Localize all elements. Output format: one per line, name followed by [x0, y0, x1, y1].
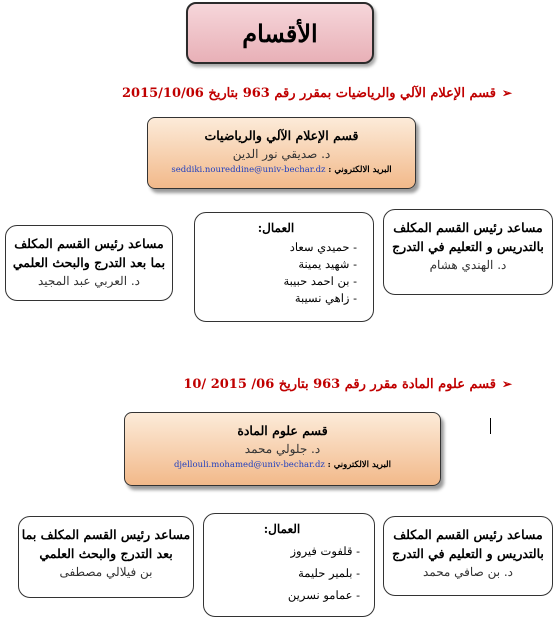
assistant-research-name: د. العربي عبد المجيد — [37, 274, 141, 288]
worker-item: - حميدي سعاد — [195, 239, 357, 256]
workers-title: العمال: — [263, 522, 301, 536]
workers-title: العمال: — [257, 221, 295, 235]
assistant-research-card — [5, 225, 173, 301]
assistant-research-title: مساعد رئيس القسم المكلف بما بعد التدرج والبحث العلمي — [21, 527, 191, 561]
worker-item: - بن احمد حبيبة — [195, 273, 357, 290]
page-title: الأقسام — [186, 2, 374, 64]
worker-item: - قلفوت فيروز — [204, 540, 360, 562]
arrow-bullet-icon: ➢ — [501, 377, 512, 391]
assistant-teaching-title: مساعد رئيس القسم المكلف بالتدريس و التعليم في التدرج — [392, 220, 544, 254]
text-cursor — [490, 418, 491, 434]
workers-list — [204, 540, 360, 606]
department-head-name: د. صديقي نور الدين — [232, 147, 331, 161]
email-label: البريد الالكتروني : — [328, 165, 392, 175]
department-name: قسم علوم المادة — [237, 423, 328, 438]
assistant-research-card — [18, 516, 194, 598]
assistant-research-title: مساعد رئيس القسم المكلف بما بعد التدرج والبحث العلمي — [12, 236, 166, 270]
department-name: قسم الإعلام الآلي والرياضيات — [204, 128, 359, 143]
email-address: djellouli.mohamed@univ-bechar.dz — [173, 460, 325, 470]
section-heading-matter — [183, 377, 512, 392]
worker-item: - زاهي نسيبة — [195, 290, 357, 307]
workers-card — [203, 513, 375, 617]
section-heading-text: قسم الإعلام الآلي والرياضيات بمقرر رقم 963 بتاريخ 2015/10/06 — [121, 86, 496, 101]
assistant-teaching-title: مساعد رئيس القسم المكلف بالتدريس و التعليم في التدرج — [392, 527, 544, 561]
worker-item: - عمامو نسرين — [204, 584, 360, 606]
department-head-box — [147, 117, 416, 189]
department-head-box — [124, 412, 441, 486]
department-email — [125, 460, 440, 470]
section-heading-informatics — [122, 86, 512, 101]
email-address: seddiki.noureddine@univ-bechar.dz — [171, 165, 326, 175]
worker-item: - بلمير حليمة — [204, 562, 360, 584]
assistant-research-name: بن فيلالي مصطفى — [59, 565, 153, 579]
assistant-teaching-name: د. بن صافي محمد — [422, 565, 514, 579]
worker-item: - شهيد يمينة — [195, 256, 357, 273]
department-email — [148, 165, 415, 175]
workers-list — [195, 239, 357, 307]
assistant-teaching-name: د. الهندي هشام — [429, 258, 507, 272]
section-heading-text: قسم علوم المادة مقرر رقم 963 بتاريخ 06/ 2015 /10 — [183, 377, 496, 392]
arrow-bullet-icon: ➢ — [501, 86, 512, 100]
department-head-name: د. جلولي محمد — [244, 442, 321, 456]
assistant-teaching-card — [383, 209, 553, 295]
assistant-teaching-card — [383, 516, 553, 596]
workers-card — [194, 212, 374, 322]
email-label: البريد الالكتروني : — [327, 460, 391, 470]
